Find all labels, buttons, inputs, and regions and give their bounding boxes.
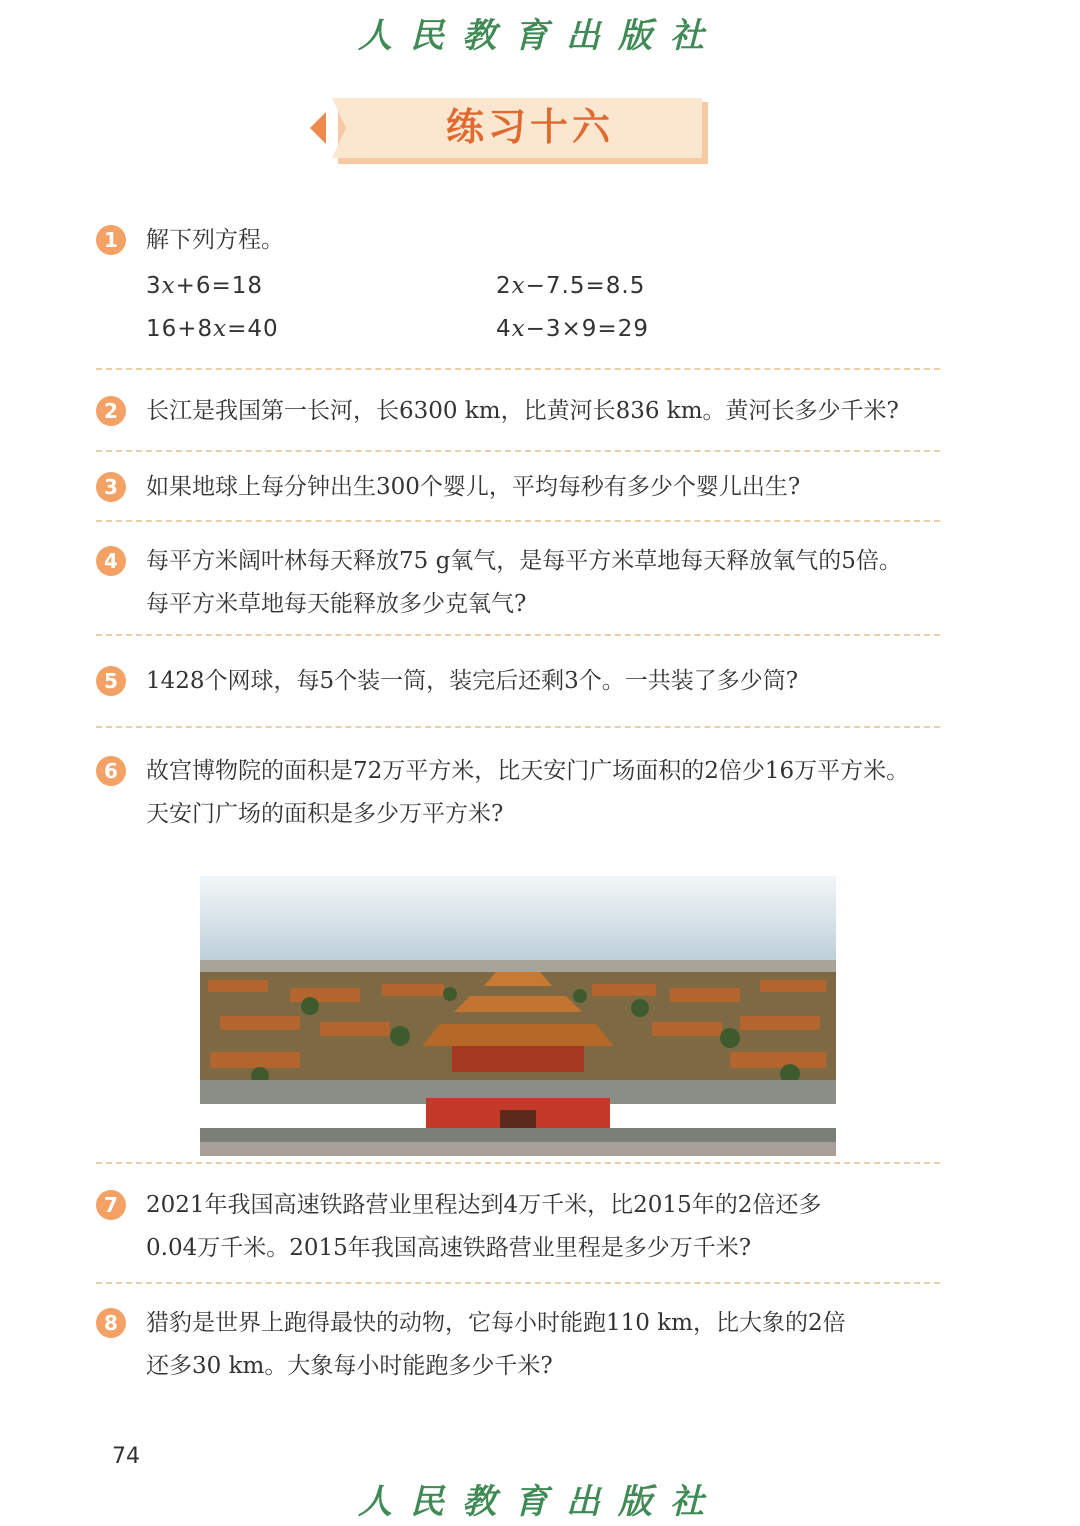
problem-number: 8 [96,1308,126,1338]
separator [96,634,940,636]
publisher-header: 人民教育出版社 [358,16,722,56]
problem-text-line-1: 每平方米阔叶林每天释放75 g氧气，是每平方米草地每天释放氧气的5倍。 [146,548,902,574]
separator [96,450,940,452]
exercise-title: 练习十六 [445,105,614,149]
problem-text: 1428个网球，每5个装一筒，装完后还剩3个。一共装了多少筒? [146,668,799,694]
problem-text-line-2: 0.04万千米。2015年我国高速铁路营业里程是多少万千米? [146,1235,752,1261]
problem-text-line-1: 故宫博物院的面积是72万平方米，比天安门广场面积的2倍少16万平方米。 [146,758,910,784]
problem-number: 5 [96,666,126,696]
problem-number: 3 [96,472,126,502]
publisher-footer: 人民教育出版社 [358,1482,722,1522]
equation-3: 16+8x=40 [146,316,279,342]
problem-text: 解下列方程。 [146,227,284,253]
forbidden-city-photo [200,876,836,1156]
problem-text-line-2: 还多30 km。大象每小时能跑多少千米? [146,1353,553,1379]
problem-number: 2 [96,396,126,426]
problem-text-line-1: 2021年我国高速铁路营业里程达到4万千米，比2015年的2倍还多 [146,1192,822,1218]
separator [96,1162,940,1164]
title-banner [310,96,710,164]
equation-4: 4x−3×9=29 [496,316,649,342]
problem-number: 4 [96,546,126,576]
equation-2: 2x−7.5=8.5 [496,273,646,299]
equation-1: 3x+6=18 [146,273,264,299]
separator [96,726,940,728]
problem-number: 7 [96,1190,126,1220]
problem-1 [96,225,956,355]
problem-text: 长江是我国第一长河，长6300 km，比黄河长836 km。黄河长多少千米? [146,398,899,424]
page-number: 74 [112,1444,140,1469]
separator [96,368,940,370]
problem-number: 1 [96,225,126,255]
problem-text-line-1: 猎豹是世界上跑得最快的动物，它每小时能跑110 km，比大象的2倍 [146,1310,846,1336]
problem-text-line-2: 天安门广场的面积是多少万平方米? [146,801,504,827]
separator [96,1282,940,1284]
problem-number: 6 [96,756,126,786]
separator [96,520,940,522]
problem-text: 如果地球上每分钟出生300个婴儿，平均每秒有多少个婴儿出生? [146,474,801,500]
problem-text-line-2: 每平方米草地每天能释放多少克氧气? [146,591,527,617]
